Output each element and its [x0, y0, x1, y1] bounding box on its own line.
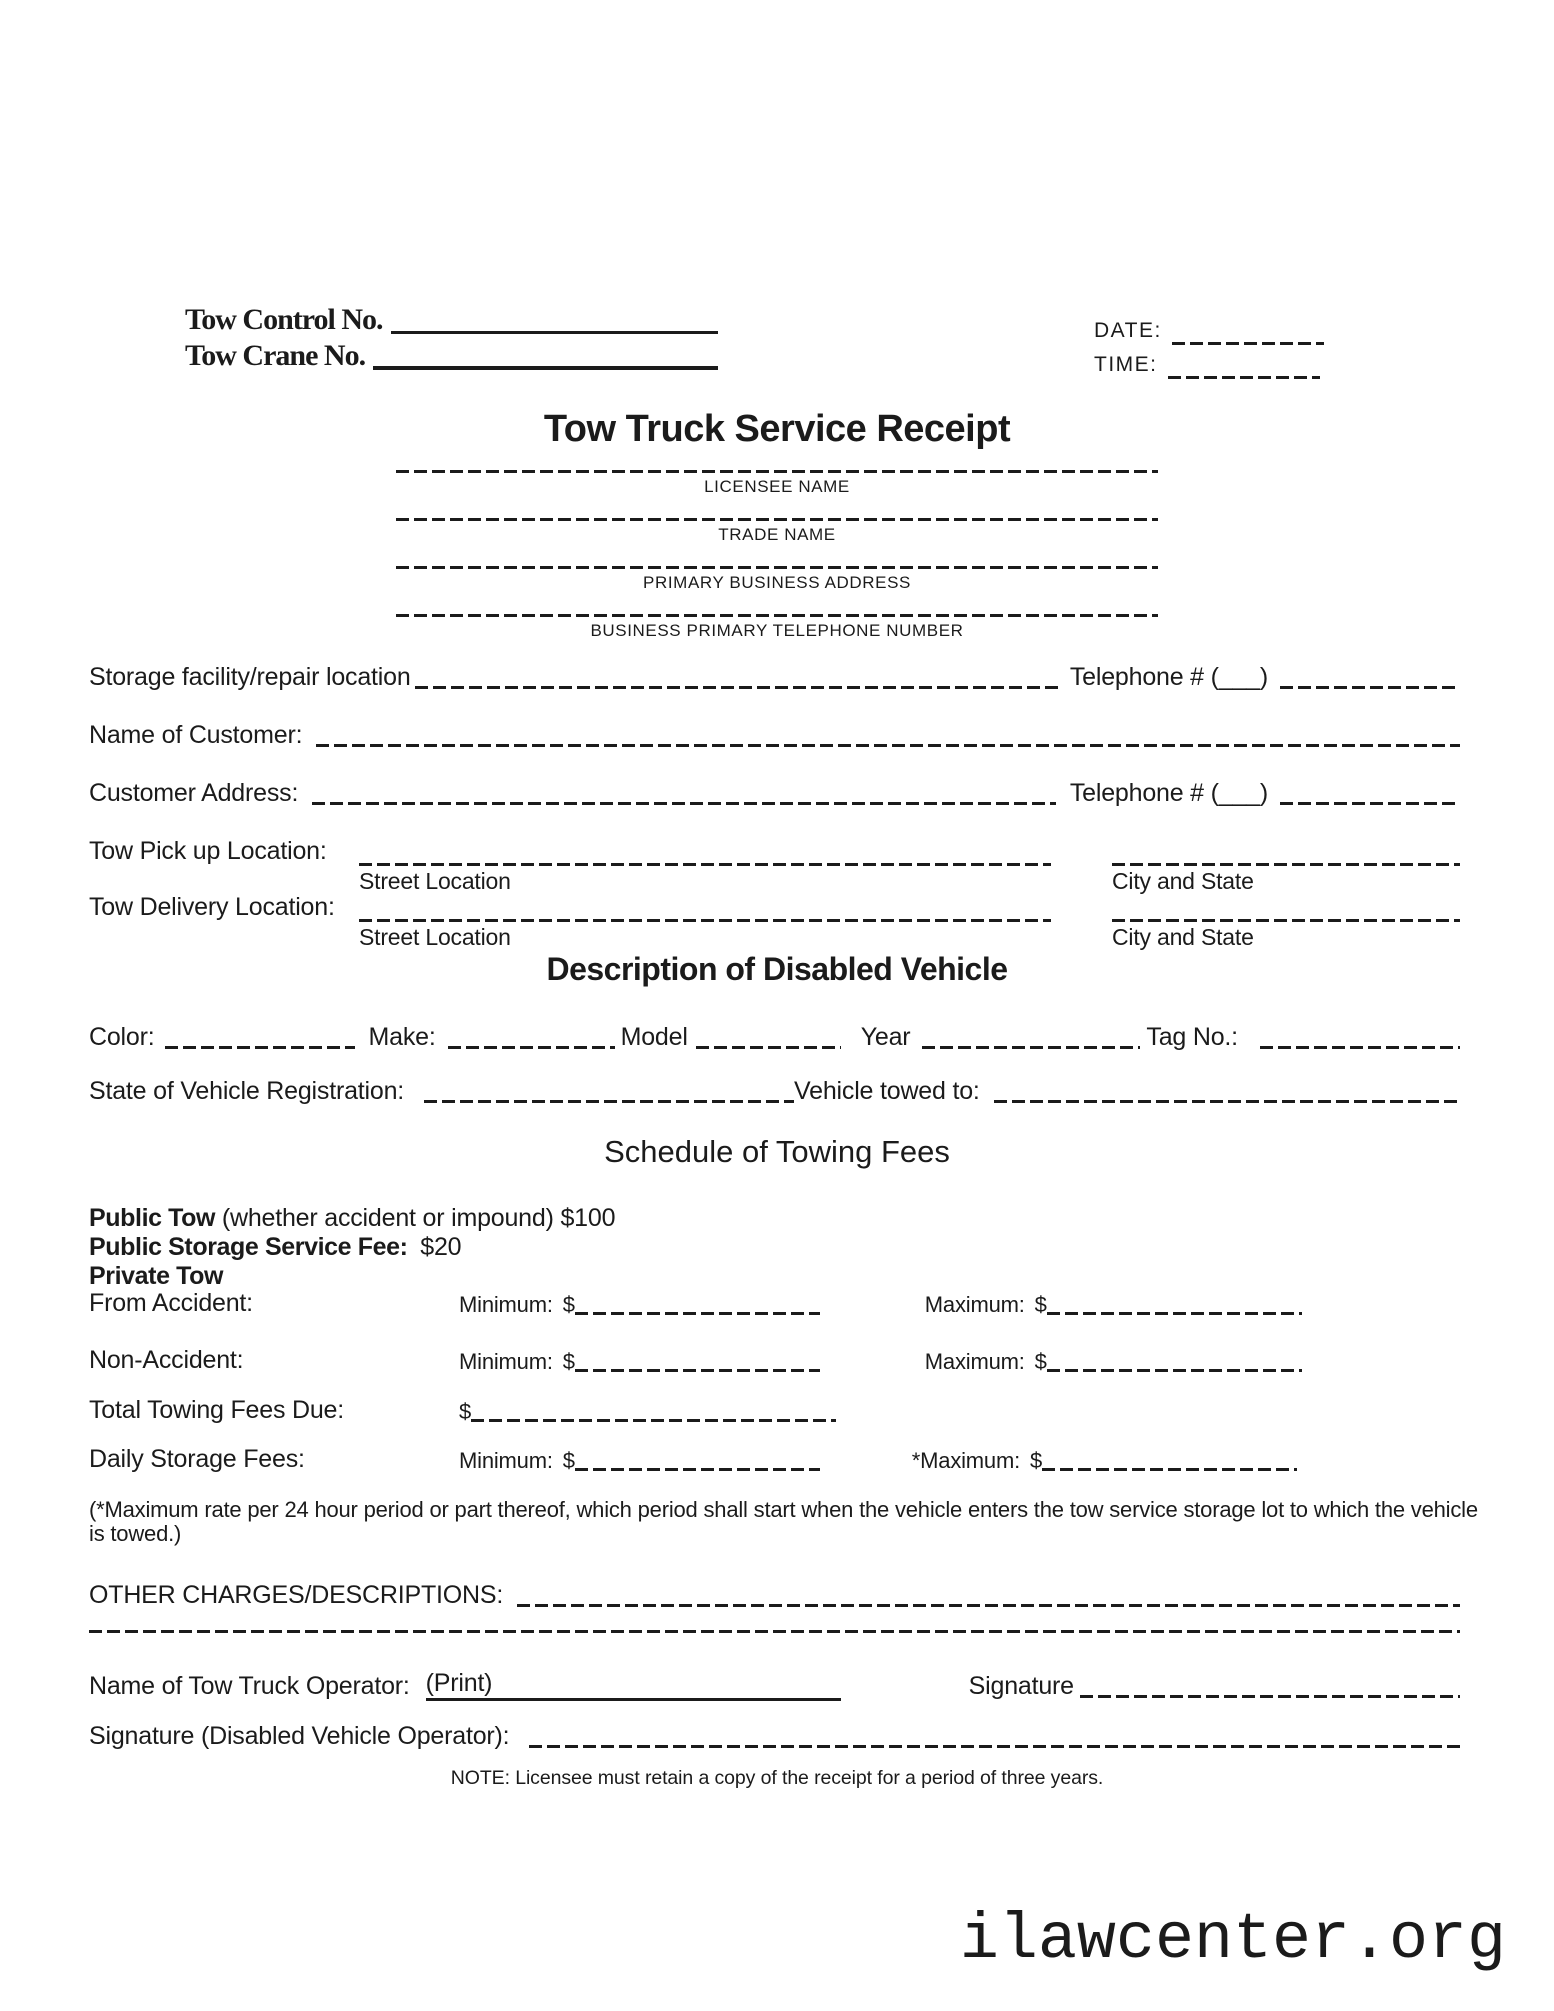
dollar-sign: $	[1034, 1349, 1047, 1374]
total-fees-row	[89, 1395, 1460, 1425]
retention-note: NOTE: Licensee must retain a copy of the receipt for a period of three years.	[450, 1767, 1104, 1789]
date-row	[1094, 314, 1364, 348]
vehicle-description-row	[89, 1022, 1460, 1052]
date-field[interactable]	[1172, 342, 1324, 345]
licensee-name-field[interactable]	[396, 470, 1158, 473]
delivery-street-caption: Street Location	[359, 924, 511, 950]
business-telephone-group	[396, 614, 1158, 642]
pickup-city-field[interactable]	[1112, 863, 1460, 866]
tag-number-label: Tag No.:	[1146, 1023, 1238, 1051]
private-tow-label: Private Tow	[89, 1262, 224, 1290]
delivery-location-label: Tow Delivery Location:	[89, 893, 335, 921]
dollar-sign: $	[562, 1349, 575, 1374]
disabled-signature-label: Signature (Disabled Vehicle Operator):	[89, 1722, 510, 1750]
business-telephone-caption: BUSINESS PRIMARY TELEPHONE NUMBER	[590, 621, 964, 640]
daily-storage-row	[89, 1444, 1460, 1474]
date-time-block	[1094, 314, 1364, 382]
customer-address-label: Customer Address:	[89, 779, 299, 807]
total-fees-field[interactable]	[471, 1419, 836, 1422]
total-fees-label: Total Towing Fees Due:	[89, 1396, 344, 1424]
time-field[interactable]	[1168, 376, 1320, 379]
operator-signature-label: Signature	[968, 1672, 1074, 1700]
other-charges-field-line2[interactable]	[89, 1630, 1460, 1633]
public-storage-line	[89, 1233, 615, 1262]
tow-crane-label: Tow Crane No.	[185, 339, 366, 372]
customer-telephone-label: Telephone # (___)	[1069, 779, 1268, 807]
watermark-text: ilawcenter.org	[959, 1903, 1506, 1977]
dollar-sign: $	[1030, 1448, 1043, 1473]
maximum-label: Maximum:	[924, 1292, 1025, 1317]
tow-control-field[interactable]	[391, 331, 718, 334]
daily-storage-minimum-field[interactable]	[575, 1468, 820, 1471]
storage-telephone-label: Telephone # (___)	[1069, 663, 1268, 691]
towed-to-field[interactable]	[994, 1100, 1460, 1103]
non-accident-minimum-field[interactable]	[575, 1369, 820, 1372]
tow-crane-field[interactable]	[373, 366, 718, 370]
pickup-location-row	[89, 836, 1460, 895]
business-address-caption: PRIMARY BUSINESS ADDRESS	[643, 573, 911, 592]
tow-control-label: Tow Control No.	[185, 303, 383, 336]
dollar-sign: $	[562, 1448, 575, 1473]
private-tow-line	[89, 1262, 615, 1291]
customer-name-row	[89, 720, 1460, 750]
public-storage-label: Public Storage Service Fee:	[89, 1233, 408, 1261]
delivery-street-field[interactable]	[359, 919, 1051, 922]
daily-maximum-label: *Maximum:	[911, 1448, 1021, 1473]
storage-facility-field[interactable]	[415, 686, 1058, 689]
delivery-city-field[interactable]	[1112, 919, 1460, 922]
business-address-field[interactable]	[396, 566, 1158, 569]
year-label: Year	[860, 1023, 911, 1051]
customer-telephone-field[interactable]	[1280, 802, 1460, 805]
trade-name-caption: TRADE NAME	[718, 525, 836, 544]
pickup-street-group	[359, 863, 1051, 895]
public-tow-text: (whether accident or impound) $100	[215, 1204, 616, 1232]
registration-field[interactable]	[424, 1100, 794, 1103]
business-address-group	[396, 566, 1158, 594]
other-charges-label: OTHER CHARGES/DESCRIPTIONS:	[89, 1581, 504, 1609]
tag-number-field[interactable]	[1260, 1046, 1460, 1049]
other-charges-row	[89, 1580, 1460, 1610]
pickup-street-field[interactable]	[359, 863, 1051, 866]
dollar-sign: $	[562, 1292, 575, 1317]
towed-to-label: Vehicle towed to:	[794, 1077, 980, 1105]
storage-telephone-field[interactable]	[1280, 686, 1460, 689]
from-accident-minimum-field[interactable]	[575, 1312, 820, 1315]
disabled-signature-row	[89, 1721, 1460, 1751]
dollar-sign: $	[459, 1399, 472, 1424]
dollar-sign: $	[1034, 1292, 1047, 1317]
minimum-label: Minimum:	[459, 1349, 553, 1374]
trade-name-field[interactable]	[396, 518, 1158, 521]
minimum-label: Minimum:	[459, 1292, 553, 1317]
make-label: Make:	[368, 1023, 436, 1051]
date-label: DATE:	[1094, 319, 1162, 342]
year-field[interactable]	[922, 1046, 1140, 1049]
daily-storage-label: Daily Storage Fees:	[89, 1445, 305, 1473]
trade-name-group	[396, 518, 1158, 546]
operator-print-field[interactable]	[426, 1668, 841, 1701]
licensee-block	[0, 470, 1554, 662]
color-field[interactable]	[165, 1046, 355, 1049]
operator-signature-field[interactable]	[1080, 1695, 1460, 1698]
public-tow-line	[89, 1204, 615, 1233]
customer-address-row	[89, 778, 1460, 808]
time-row	[1094, 348, 1364, 382]
licensee-name-group	[396, 470, 1158, 498]
tow-crane-row	[185, 338, 718, 374]
customer-name-field[interactable]	[316, 744, 1460, 747]
form-title: Tow Truck Service Receipt	[543, 408, 1011, 450]
public-tow-label: Public Tow	[89, 1204, 216, 1232]
non-accident-label: Non-Accident:	[89, 1346, 244, 1374]
delivery-location-row	[89, 892, 1460, 951]
color-label: Color:	[89, 1023, 155, 1051]
time-label: TIME:	[1094, 353, 1158, 376]
model-label: Model	[620, 1023, 688, 1051]
registration-label: State of Vehicle Registration:	[89, 1077, 405, 1105]
print-label: (Print)	[425, 1669, 493, 1697]
storage-facility-label: Storage facility/repair location	[89, 663, 411, 691]
delivery-city-group	[1112, 919, 1460, 951]
disabled-signature-field[interactable]	[529, 1745, 1460, 1748]
from-accident-row	[89, 1288, 1460, 1318]
delivery-city-caption: City and State	[1112, 924, 1254, 950]
make-field[interactable]	[448, 1046, 615, 1049]
customer-address-field[interactable]	[312, 802, 1056, 805]
non-accident-row	[89, 1345, 1460, 1375]
operator-label: Name of Tow Truck Operator:	[89, 1672, 410, 1700]
fees-section-heading: Schedule of Towing Fees	[604, 1134, 950, 1169]
other-charges-field[interactable]	[517, 1604, 1460, 1607]
licensee-name-caption: LICENSEE NAME	[704, 477, 850, 496]
daily-storage-maximum-field[interactable]	[1042, 1468, 1297, 1471]
delivery-street-group	[359, 919, 1051, 951]
fees-intro-block	[89, 1204, 615, 1291]
pickup-location-label: Tow Pick up Location:	[89, 837, 327, 865]
tow-control-row	[185, 302, 718, 338]
minimum-label: Minimum:	[459, 1448, 553, 1473]
public-storage-value: $20	[420, 1233, 462, 1261]
pickup-city-caption: City and State	[1112, 868, 1254, 894]
pickup-city-group	[1112, 863, 1460, 895]
from-accident-label: From Accident:	[89, 1289, 253, 1317]
storage-facility-row	[89, 662, 1460, 692]
registration-row	[89, 1076, 1460, 1106]
maximum-label: Maximum:	[924, 1349, 1025, 1374]
vehicle-section-heading: Description of Disabled Vehicle	[546, 951, 1008, 987]
customer-name-label: Name of Customer:	[89, 721, 303, 749]
pickup-street-caption: Street Location	[359, 868, 511, 894]
operator-row	[89, 1668, 1460, 1701]
from-accident-maximum-field[interactable]	[1047, 1312, 1302, 1315]
maximum-rate-footnote: (*Maximum rate per 24 hour period or part thereof, which period shall start when the vehicle enters the tow service storage lot to which the vehicle is towed.)	[89, 1497, 1478, 1546]
model-field[interactable]	[696, 1046, 841, 1049]
non-accident-maximum-field[interactable]	[1047, 1369, 1302, 1372]
business-telephone-field[interactable]	[396, 614, 1158, 617]
control-numbers-block	[185, 302, 718, 374]
